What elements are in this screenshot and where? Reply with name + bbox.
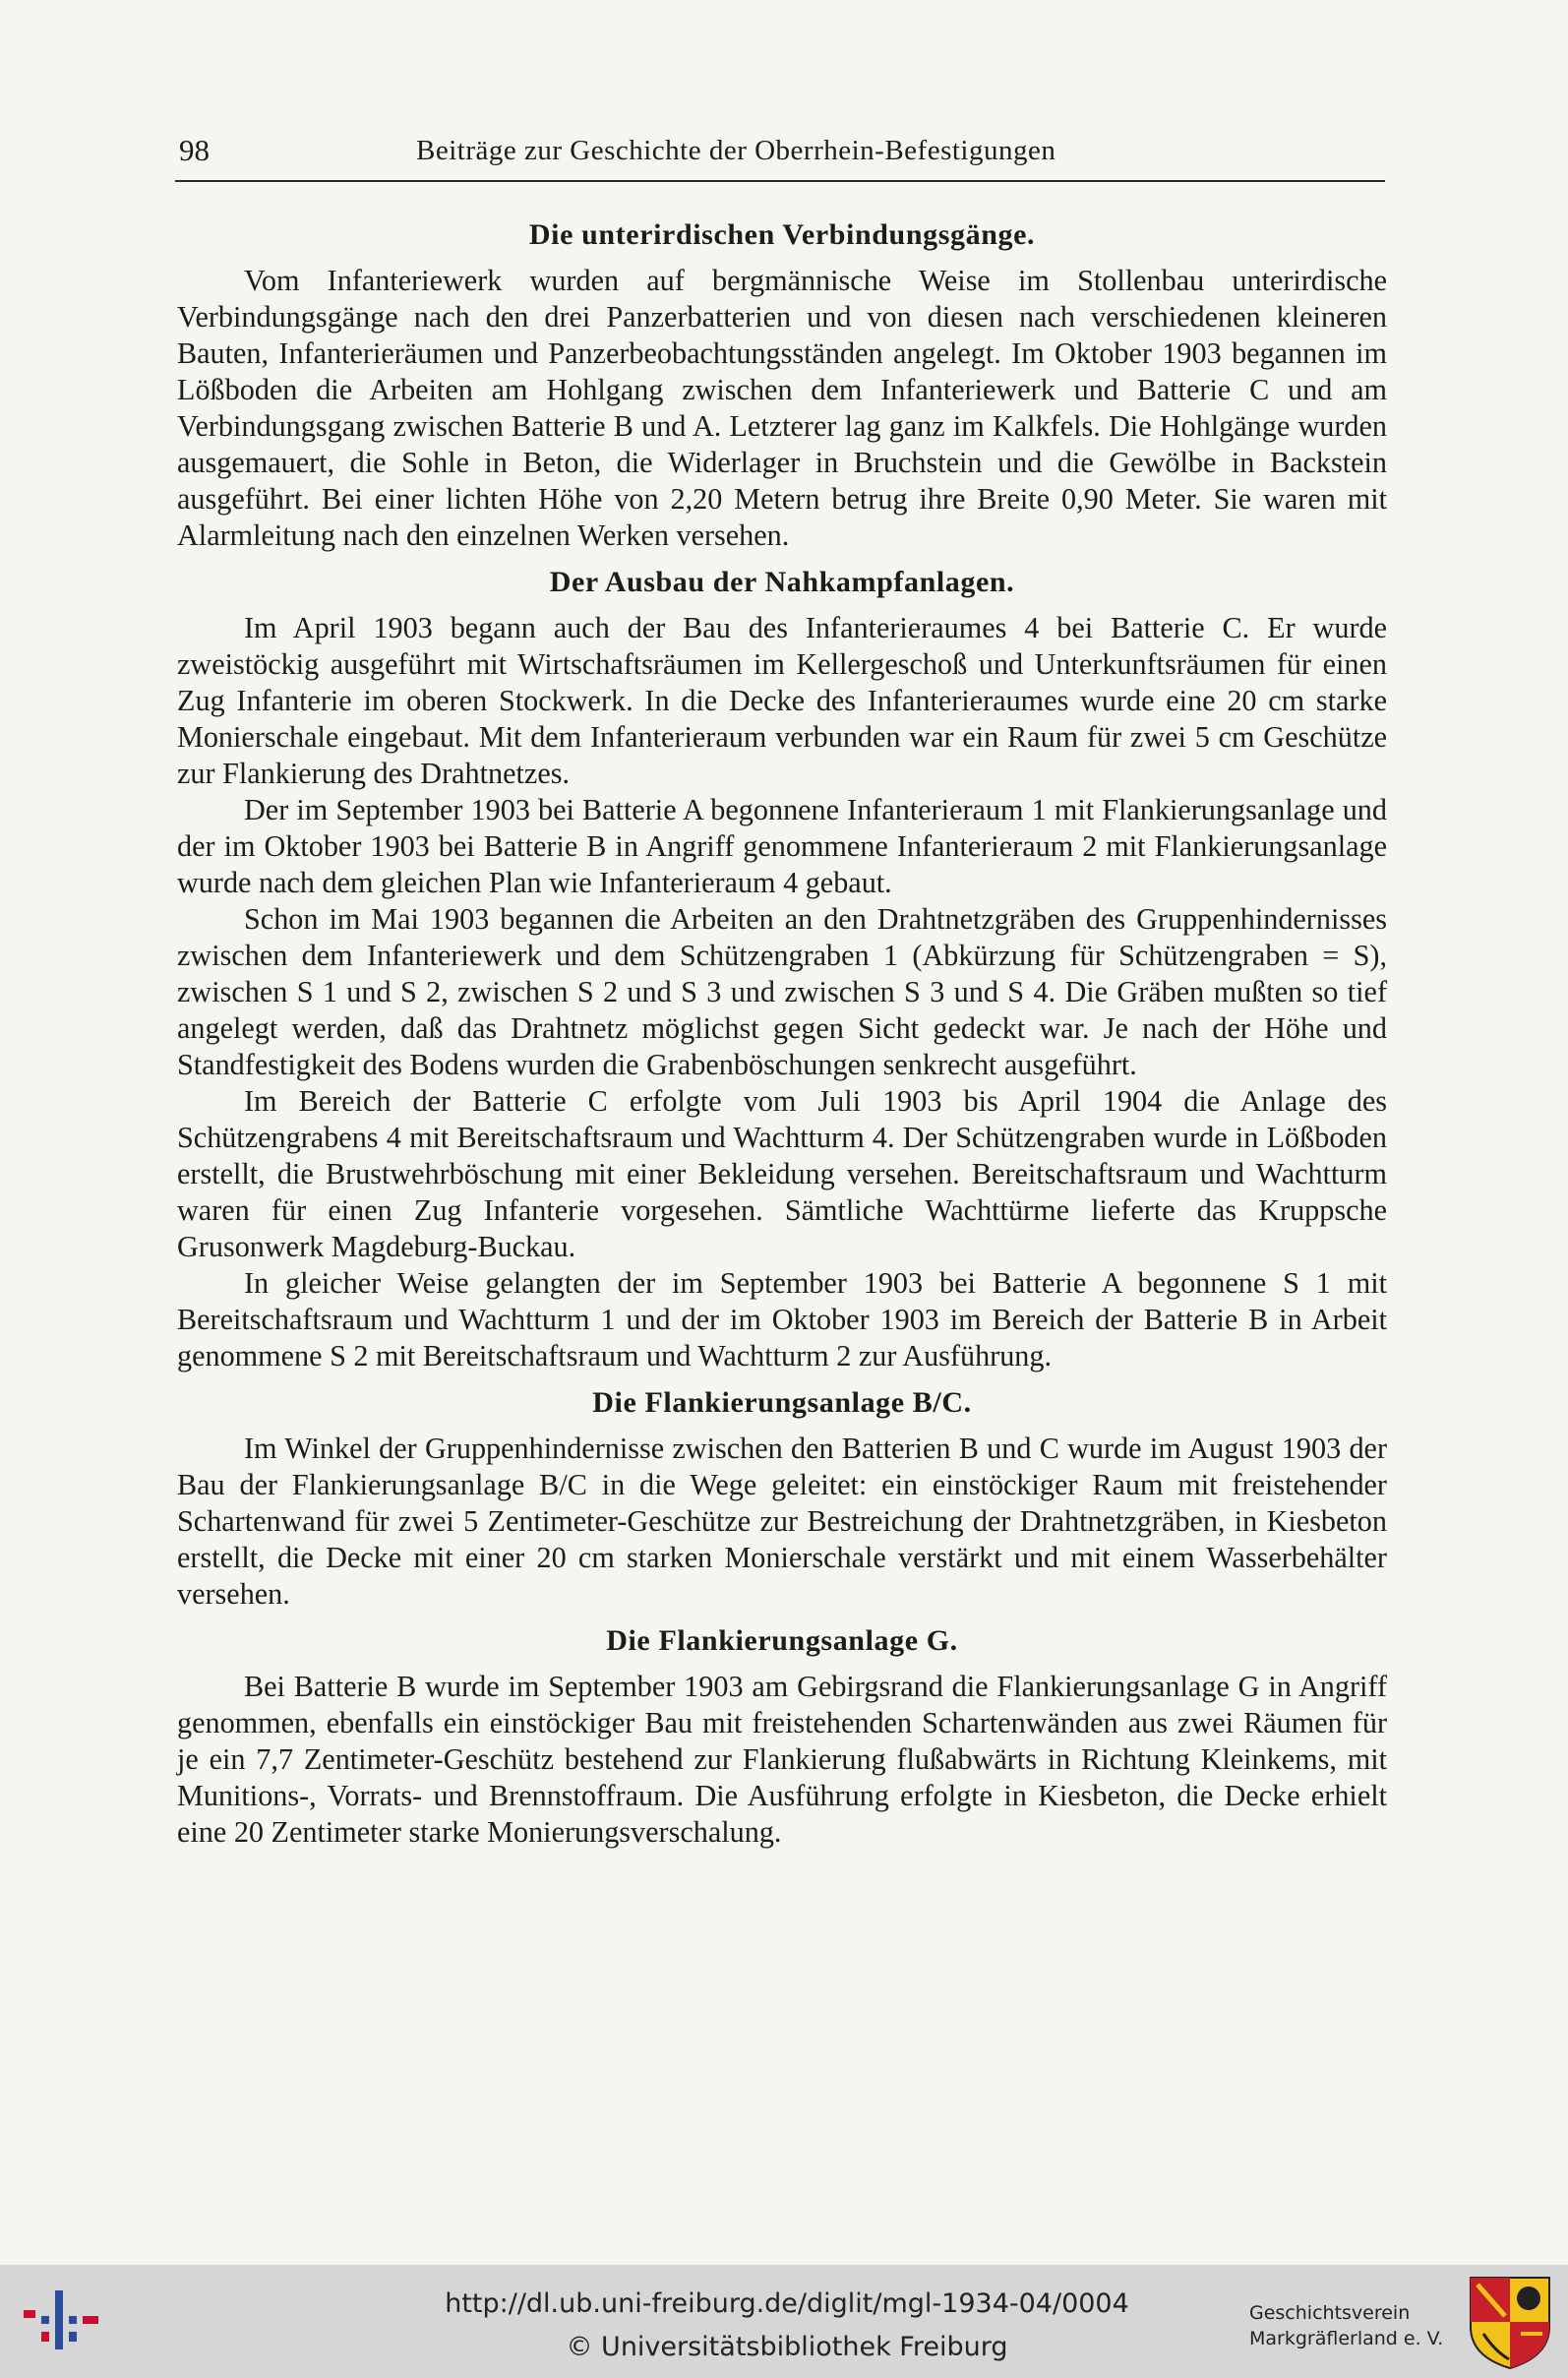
paragraph: Im April 1903 begann auch der Bau des Infanterieraumes 4 bei Batterie C. Er wurde zweistöckig ausgeführt mit Wirtschaftsräumen im Kellergeschoß und Unterkunftsräumen für einen Zug Infanterie im oberen Stockwerk. In die Decke des Infanterieraumes wurde eine 20 cm starke Monierschale eingebaut. Mit dem Infanterieraum verbunden war ein Raum für zwei 5 cm Geschütze zur Flankierung des Drahtnetzes.: [177, 611, 1387, 790]
paragraph: Der im September 1903 bei Batterie A begonnene Infanterieraum 1 mit Flankierungsanlage und der im Oktober 1903 bei Batterie B in Angriff genommene Infanterieraum 2 mit Flankierungsanlage wurde nach dem gleichen Plan wie Infanterieraum 4 gebaut.: [177, 793, 1387, 899]
copyright-notice: © Universitätsbibliothek Freiburg: [566, 2332, 1008, 2362]
permalink-link[interactable]: http://dl.ub.uni-freiburg.de/diglit/mgl-1934-04/0004: [445, 2288, 1129, 2319]
society-line-2: Markgräflerland e. V.: [1249, 2328, 1444, 2349]
section-heading: Die Flankierungsanlage G.: [606, 1624, 958, 1657]
page-number: 98: [179, 133, 210, 167]
paragraph: Vom Infanteriewerk wurden auf bergmännische Weise im Stollenbau unterirdische Verbindungsgänge nach den drei Panzerbatterien und von diesen nach verschiedenen kleineren Bauten, Infanterieräumen und Panzerbeobachtungsständen angelegt. Im Oktober 1903 begannen im Lößboden die Arbeiten am Hohlgang zwischen dem Infanteriewerk und Batterie C und am Verbindungsgang zwischen Batterie B und A. Letzterer lag ganz im Kalkfels. Die Hohlgänge wurden ausgemauert, die Sohle in Beton, die Widerlager in Bruchstein und die Gewölbe in Backstein ausgeführt. Bei einer lichten Höhe von 2,20 Metern betrug ihre Breite 0,90 Meter. Sie waren mit Alarmleitung nach den einzelnen Werken versehen.: [177, 264, 1387, 552]
paragraph: Im Winkel der Gruppenhindernisse zwischen den Batterien B und C wurde im August 1903 der Bau der Flankierungsanlage B/C in die Wege geleitet: ein einstöckiger Raum mit freistehender Schartenwand für zwei 5 Zentimeter-Geschütze zur Bestreichung der Drahtnetzgräben, in Kiesbeton erstellt, die Decke mit einer 20 cm starken Monierschale verstärkt und mit einem Wasserbehälter versehen.: [177, 1432, 1387, 1611]
paragraph: Bei Batterie B wurde im September 1903 am Gebirgsrand die Flankierungsanlage G in Angriff genommen, ebenfalls ein einstöckiger Bau mit freistehenden Schartenwänden aus zwei Räumen für je ein 7,7 Zentimeter-Geschütz bestehend zur Flankierung flußabwärts in Richtung Kleinkems, mit Munitions-, Vorrats- und Brennstoffraum. Die Ausführung erfolgte in Kiesbeton, die Decke erhielt eine 20 Zentimeter starke Monierungsverschalung.: [177, 1670, 1387, 1849]
paragraph: Schon im Mai 1903 begannen die Arbeiten an den Drahtnetzgräben des Gruppenhindernisses zwischen dem Infanteriewerk und dem Schützengraben 1 (Abkürzung für Schützengraben = S), zwischen S 1 und S 2, zwischen S 2 und S 3 und zwischen S 3 und S 4. Die Gräben mußten so tief angelegt werden, daß das Drahtnetz möglichst gegen Sicht gedeckt war. Je nach der Höhe und Standfestigkeit des Bodens wurden die Grabenböschungen senkrecht ausgeführt.: [177, 902, 1387, 1081]
section-heading: Die unterirdischen Verbindungsgänge.: [528, 218, 1036, 251]
running-title: Beiträge zur Geschichte der Oberrhein-Befestigungen: [416, 135, 1056, 166]
paragraph: Im Bereich der Batterie C erfolgte vom Juli 1903 bis April 1904 die Anlage des Schützengrabens 4 mit Bereitschaftsraum und Wachtturm 4. Der Schützengraben wurde in Lößboden erstellt, die Brustwehrböschung mit einer Bekleidung versehen. Bereitschaftsraum und Wachtturm waren für einen Zug Infanterie vorgesehen. Sämtliche Wachttürme lieferte das Kruppsche Grusonwerk Magdeburg-Buckau.: [177, 1084, 1387, 1263]
body-text: [177, 197, 1387, 1851]
section-heading: Der Ausbau der Nahkampfanlagen.: [549, 566, 1015, 598]
paragraph: In gleicher Weise gelangten der im September 1903 bei Batterie A begonnene S 1 mit Bereitschaftsraum und Wachtturm 1 und der im Oktober 1903 im Bereich der Batterie B in Arbeit genommene S 2 mit Bereitschaftsraum und Wachtturm 2 zur Ausführung.: [177, 1266, 1387, 1372]
section-heading: Die Flankierungsanlage B/C.: [592, 1386, 972, 1419]
society-line-1: Geschichtsverein: [1249, 2302, 1411, 2324]
society-name: [1249, 2300, 1466, 2351]
running-header: [175, 131, 1385, 182]
library-logo-icon[interactable]: [18, 2281, 108, 2359]
coat-of-arms-icon: [1466, 2273, 1554, 2371]
